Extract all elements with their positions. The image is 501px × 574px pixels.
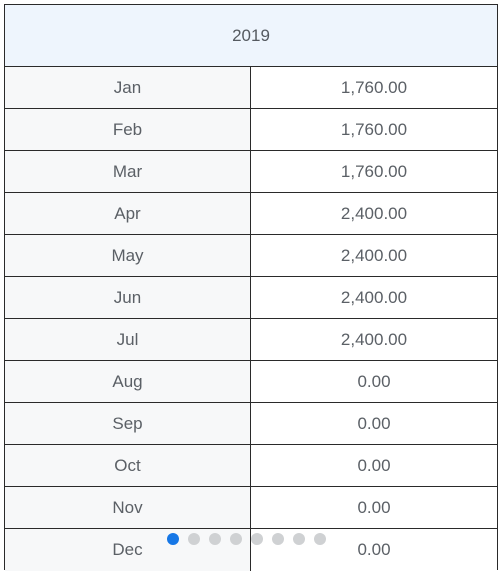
page-dot[interactable] <box>188 533 200 545</box>
value-cell: 2,400.00 <box>251 277 497 318</box>
month-cell: Aug <box>5 361 251 402</box>
value-cell: 0.00 <box>251 403 497 444</box>
month-cell: Apr <box>5 193 251 234</box>
value-cell: 1,760.00 <box>251 151 497 192</box>
value-cell: 1,760.00 <box>251 67 497 108</box>
table-row <box>5 361 497 403</box>
month-cell: Jan <box>5 67 251 108</box>
table-row <box>5 193 497 235</box>
month-cell: Mar <box>5 151 251 192</box>
page-dot[interactable] <box>293 533 305 545</box>
table-row <box>5 277 497 319</box>
value-cell: 0.00 <box>251 529 497 571</box>
month-cell: Sep <box>5 403 251 444</box>
value-cell: 0.00 <box>251 487 497 528</box>
table-body <box>5 67 497 571</box>
month-cell: Feb <box>5 109 251 150</box>
month-cell: Nov <box>5 487 251 528</box>
year-header <box>5 5 497 67</box>
monthly-table <box>4 4 498 570</box>
table-row <box>5 445 497 487</box>
page-dot[interactable] <box>272 533 284 545</box>
month-cell: Oct <box>5 445 251 486</box>
table-row <box>5 67 497 109</box>
month-cell: May <box>5 235 251 276</box>
table-row <box>5 235 497 277</box>
table-row <box>5 403 497 445</box>
page-indicator <box>167 533 326 545</box>
value-cell: 2,400.00 <box>251 235 497 276</box>
page-dot-active[interactable] <box>167 533 179 545</box>
year-label: 2019 <box>232 25 270 45</box>
month-cell: Jul <box>5 319 251 360</box>
page-dot[interactable] <box>314 533 326 545</box>
value-cell: 0.00 <box>251 361 497 402</box>
table-row <box>5 487 497 529</box>
value-cell: 1,760.00 <box>251 109 497 150</box>
table-row <box>5 151 497 193</box>
page-dot[interactable] <box>251 533 263 545</box>
month-cell: Jun <box>5 277 251 318</box>
value-cell: 2,400.00 <box>251 319 497 360</box>
month-cell: Dec <box>5 529 251 571</box>
page-dot[interactable] <box>230 533 242 545</box>
table-row <box>5 109 497 151</box>
value-cell: 0.00 <box>251 445 497 486</box>
page-dot[interactable] <box>209 533 221 545</box>
value-cell: 2,400.00 <box>251 193 497 234</box>
table-row <box>5 319 497 361</box>
